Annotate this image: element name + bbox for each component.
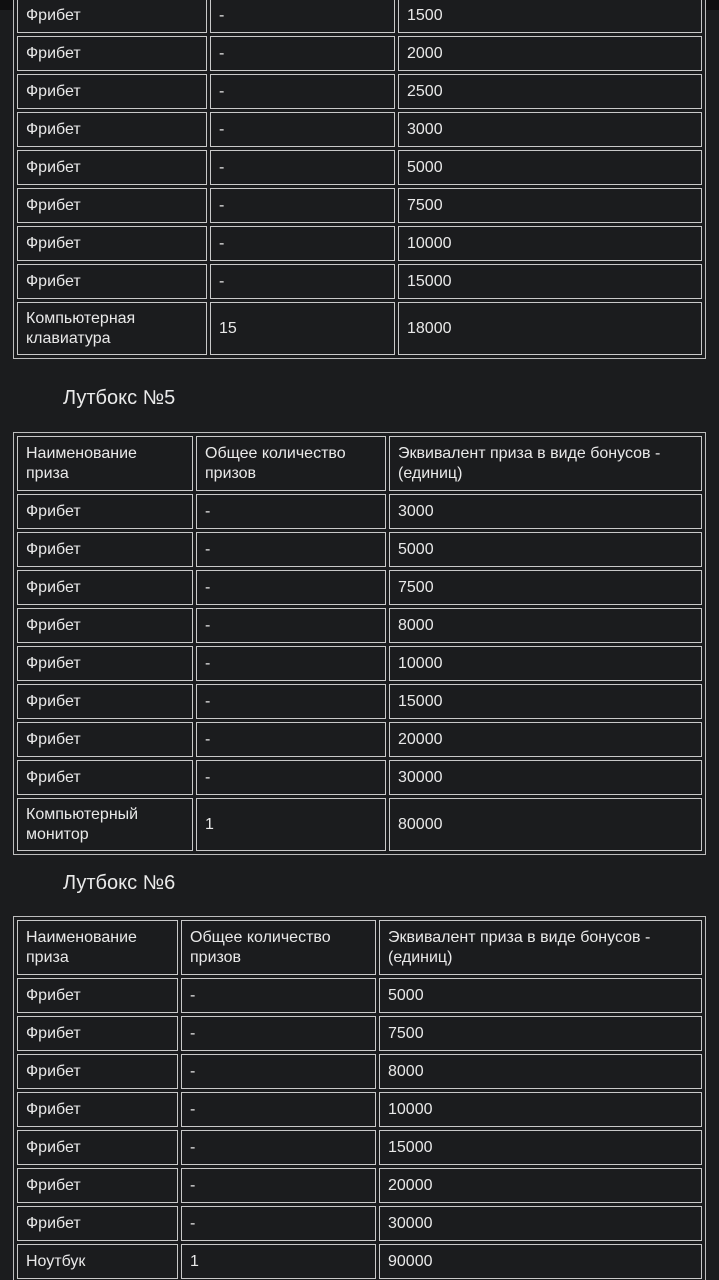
prize-value-cell: 2500: [398, 74, 702, 109]
table-row: [17, 74, 702, 109]
lootbox6-title: Лутбокс №6: [63, 872, 176, 894]
prize-name-cell: Фрибет: [17, 36, 207, 71]
prize-name-cell: Фрибет: [17, 112, 207, 147]
header-prize-value: Эквивалент приза в виде бонусов - (единиц): [379, 920, 702, 975]
table-row: [17, 0, 702, 33]
prize-name-cell: Фрибет: [17, 532, 193, 567]
prize-count-cell: -: [181, 1092, 376, 1127]
prize-value-cell: 5000: [398, 150, 702, 185]
prize-value-cell: 10000: [398, 226, 702, 261]
prize-count-cell: -: [181, 1130, 376, 1165]
table-row: [17, 646, 702, 681]
prize-value-cell: 1500: [398, 0, 702, 33]
prize-count-cell: -: [210, 188, 395, 223]
table-row: [17, 798, 702, 851]
prize-name-cell: Фрибет: [17, 1130, 178, 1165]
prize-name-cell: Фрибет: [17, 1054, 178, 1089]
prize-value-cell: 30000: [379, 1206, 702, 1241]
prize-name-cell: Фрибет: [17, 74, 207, 109]
prize-value-cell: 80000: [389, 798, 702, 851]
prize-count-cell: -: [196, 494, 386, 529]
prize-value-cell: 30000: [389, 760, 702, 795]
lootbox5-table: [13, 432, 706, 855]
header-prize-name: Наименование приза: [17, 436, 193, 491]
prize-count-cell: -: [181, 1206, 376, 1241]
table-row: [17, 760, 702, 795]
prize-value-cell: 3000: [398, 112, 702, 147]
prize-count-cell: 15: [210, 302, 395, 355]
lootbox4-table: [13, 0, 706, 359]
prize-value-cell: 8000: [389, 608, 702, 643]
lootbox4-table-body: [17, 0, 702, 355]
lootbox5-title: Лутбокс №5: [63, 387, 176, 409]
prize-value-cell: 90000: [379, 1244, 702, 1279]
prize-value-cell: 7500: [389, 570, 702, 605]
table-header-row: [17, 436, 702, 491]
prize-value-cell: 20000: [379, 1168, 702, 1203]
table-row: [17, 150, 702, 185]
prize-count-cell: -: [196, 532, 386, 567]
prize-value-cell: 7500: [398, 188, 702, 223]
prize-value-cell: 5000: [379, 978, 702, 1013]
prize-value-cell: 7500: [379, 1016, 702, 1051]
prize-count-cell: -: [210, 264, 395, 299]
table-row: [17, 1130, 702, 1165]
prize-count-cell: -: [210, 150, 395, 185]
prize-name-cell: Фрибет: [17, 494, 193, 529]
prize-value-cell: 15000: [379, 1130, 702, 1165]
table-row: [17, 264, 702, 299]
table-row: [17, 1016, 702, 1051]
prize-count-cell: -: [196, 646, 386, 681]
prize-count-cell: -: [181, 978, 376, 1013]
header-prize-count: Общее количество призов: [181, 920, 376, 975]
prize-name-cell: Компьютерная клавиатура: [17, 302, 207, 355]
prize-count-cell: -: [181, 1168, 376, 1203]
prize-value-cell: 15000: [398, 264, 702, 299]
prize-count-cell: -: [196, 684, 386, 719]
prize-name-cell: Фрибет: [17, 226, 207, 261]
table-row: [17, 570, 702, 605]
prize-name-cell: Фрибет: [17, 1206, 178, 1241]
prize-name-cell: Фрибет: [17, 570, 193, 605]
prize-name-cell: Фрибет: [17, 1092, 178, 1127]
table-row: [17, 302, 702, 355]
table-row: [17, 1054, 702, 1089]
prize-name-cell: Фрибет: [17, 760, 193, 795]
prize-name-cell: Фрибет: [17, 1016, 178, 1051]
lootbox6-table: [13, 916, 706, 1280]
prize-count-cell: 1: [196, 798, 386, 851]
prize-count-cell: -: [210, 226, 395, 261]
prize-count-cell: -: [210, 74, 395, 109]
prize-value-cell: 18000: [398, 302, 702, 355]
prize-name-cell: Фрибет: [17, 188, 207, 223]
header-prize-name: Наименование приза: [17, 920, 178, 975]
prize-count-cell: -: [210, 112, 395, 147]
prize-name-cell: Фрибет: [17, 608, 193, 643]
prize-name-cell: Фрибет: [17, 646, 193, 681]
prize-name-cell: Фрибет: [17, 722, 193, 757]
table-row: [17, 226, 702, 261]
prize-name-cell: Ноутбук: [17, 1244, 178, 1279]
prize-name-cell: Фрибет: [17, 978, 178, 1013]
header-prize-value: Эквивалент приза в виде бонусов - (единиц): [389, 436, 702, 491]
prize-name-cell: Фрибет: [17, 264, 207, 299]
prize-value-cell: 10000: [389, 646, 702, 681]
prize-count-cell: -: [210, 0, 395, 33]
table-row: [17, 1244, 702, 1279]
prize-count-cell: -: [181, 1016, 376, 1051]
table-row: [17, 188, 702, 223]
table-row: [17, 722, 702, 757]
prize-value-cell: 8000: [379, 1054, 702, 1089]
table-row: [17, 1092, 702, 1127]
table-row: [17, 1168, 702, 1203]
prize-value-cell: 5000: [389, 532, 702, 567]
table-row: [17, 684, 702, 719]
prize-name-cell: Фрибет: [17, 150, 207, 185]
table-row: [17, 494, 702, 529]
table-row: [17, 112, 702, 147]
prize-value-cell: 15000: [389, 684, 702, 719]
table-row: [17, 608, 702, 643]
table-row: [17, 1206, 702, 1241]
table-row: [17, 36, 702, 71]
prize-count-cell: -: [196, 608, 386, 643]
prize-name-cell: Компьютерный монитор: [17, 798, 193, 851]
prize-count-cell: -: [196, 760, 386, 795]
prize-name-cell: Фрибет: [17, 1168, 178, 1203]
prize-value-cell: 2000: [398, 36, 702, 71]
table-row: [17, 978, 702, 1013]
lootbox6-table-body: [17, 920, 702, 1279]
prize-value-cell: 20000: [389, 722, 702, 757]
prize-name-cell: Фрибет: [17, 684, 193, 719]
lootbox5-table-body: [17, 436, 702, 851]
prize-name-cell: Фрибет: [17, 0, 207, 33]
prize-value-cell: 3000: [389, 494, 702, 529]
prize-count-cell: -: [181, 1054, 376, 1089]
table-header-row: [17, 920, 702, 975]
prize-count-cell: 1: [181, 1244, 376, 1279]
table-row: [17, 532, 702, 567]
prize-value-cell: 10000: [379, 1092, 702, 1127]
header-prize-count: Общее количество призов: [196, 436, 386, 491]
prize-count-cell: -: [196, 570, 386, 605]
prize-count-cell: -: [210, 36, 395, 71]
prize-count-cell: -: [196, 722, 386, 757]
